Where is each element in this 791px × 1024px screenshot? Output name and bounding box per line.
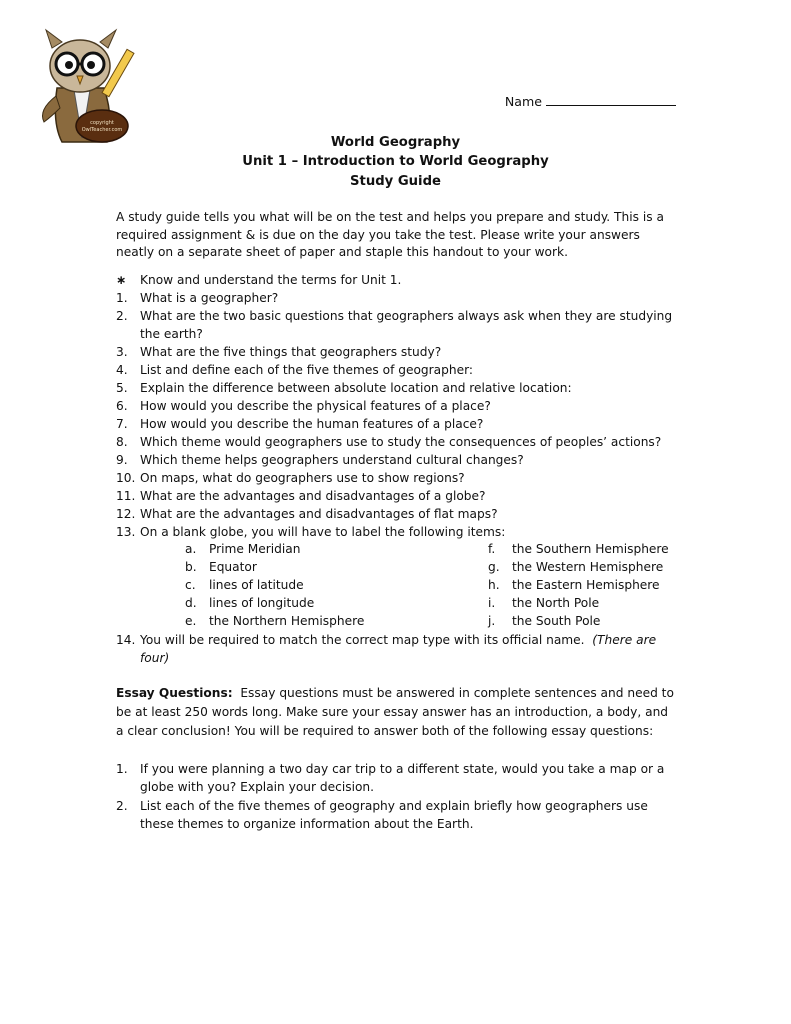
question-text: What are the advantages and disadvantages of a globe? [140, 489, 486, 503]
title-unit: Unit 1 – Introduction to World Geography [242, 154, 549, 169]
item-text: the Eastern Hemisphere [512, 578, 660, 592]
essay-question-number: 2. [116, 799, 128, 813]
item-letter: i. [488, 596, 496, 610]
essay-question-number: 1. [116, 762, 128, 776]
question-number: 8. [116, 435, 128, 449]
item-letter: d. [185, 596, 197, 610]
essay-question-text: List each of the five themes of geography and explain briefly how geographers use these themes to organize information about the Earth. [140, 799, 648, 831]
item-letter: a. [185, 542, 197, 556]
title-course: World Geography [330, 135, 461, 150]
intro-paragraph: A study guide tells you what will be on the test and helps you prepare and study. This is a required assignment & is due on the day you take the test. Please write your answers neatly on a separate sheet of paper and staple this handout to your work. [116, 210, 664, 259]
question-number: 12. [116, 507, 136, 521]
question-text: On a blank globe, you will have to label the following items: [140, 525, 506, 539]
logo-text-copyright: copyright [90, 120, 114, 126]
question-number: 3. [116, 345, 128, 359]
title-study-guide: Study Guide [350, 174, 441, 189]
question-text: Which theme would geographers use to study the consequences of peoples’ actions? [140, 435, 662, 449]
question-text: What are the two basic questions that geographers always ask when they are studying the earth? [140, 309, 673, 341]
bullet-asterisk: ∗ [116, 273, 127, 287]
essay-instructions: Essay questions must be answered in complete sentences and need to be at least 250 words long. Make sure your essay answer has an introduction, a body, and a clear conclusion! You will be required to answer both of the following essay questions: [116, 686, 674, 738]
question-14-note: (There are [592, 633, 657, 647]
question-number: 10. [116, 471, 136, 485]
question-text: On maps, what do geographers use to show regions? [140, 471, 465, 485]
question-number: 1. [116, 291, 128, 305]
question-number: 7. [116, 417, 128, 431]
question-text: Which theme helps geographers understand cultural changes? [140, 453, 524, 467]
name-field [505, 94, 676, 109]
question-text: List and define each of the five themes of geographer: [140, 363, 473, 377]
item-letter: f. [488, 542, 496, 556]
item-letter: g. [488, 560, 500, 574]
question-14-note-cont: four) [140, 650, 170, 665]
item-letter: b. [185, 560, 197, 574]
question-number: 4. [116, 363, 128, 377]
question-text: How would you describe the human features of a place? [140, 417, 484, 431]
item-letter: h. [488, 578, 500, 592]
item-text: the Western Hemisphere [512, 560, 664, 574]
name-blank-line [546, 94, 676, 106]
question-number: 6. [116, 399, 128, 413]
question-text: What are the five things that geographers study? [140, 345, 442, 359]
question-number: 5. [116, 381, 128, 395]
essay-question-text: If you were planning a two day car trip to a different state, would you take a map or a globe with you? Explain your decision. [140, 762, 665, 794]
item-text: Equator [209, 560, 257, 574]
logo-text-site: OwlTeacher.com [81, 127, 123, 133]
question-text: What is a geographer? [140, 291, 279, 305]
item-text: the South Pole [512, 614, 601, 628]
essay-heading: Essay Questions: [116, 686, 233, 700]
question-text: What are the advantages and disadvantages of flat maps? [140, 507, 498, 521]
question-number: 9. [116, 453, 128, 467]
question-text: Explain the difference between absolute location and relative location: [140, 381, 572, 395]
item-letter: j. [488, 614, 496, 628]
item-letter: e. [185, 614, 197, 628]
question-number: 13. [116, 525, 136, 539]
question-number: 2. [116, 309, 128, 323]
item-text: lines of latitude [209, 578, 304, 592]
item-text: lines of longitude [209, 596, 315, 610]
question-number: 14. [116, 633, 136, 647]
item-text: Prime Meridian [209, 542, 301, 556]
item-letter: c. [185, 578, 196, 592]
item-text: the Northern Hemisphere [209, 614, 365, 628]
question-number: 11. [116, 489, 136, 503]
question-14-text: You will be required to match the correct map type with its official name. [140, 633, 585, 647]
question-text [140, 632, 680, 667]
list-item [116, 632, 676, 668]
question-text: How would you describe the physical features of a place? [140, 399, 491, 413]
item-text: the North Pole [512, 596, 600, 610]
owl-teacher-logo [22, 18, 142, 152]
name-label: Name [504, 94, 542, 109]
essay-intro [116, 684, 676, 741]
question-text: Know and understand the terms for Unit 1. [140, 273, 402, 287]
item-text: the Southern Hemisphere [512, 542, 669, 556]
